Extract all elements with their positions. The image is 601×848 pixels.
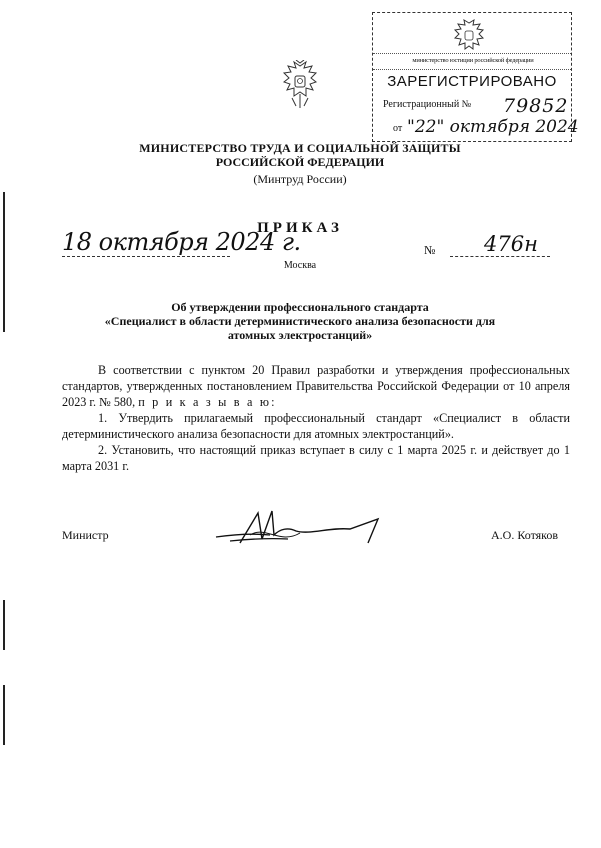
stamp-number-label: Регистрационный № (383, 99, 472, 110)
signatory-position: Министр (62, 528, 109, 542)
stamp-divider (373, 69, 571, 70)
item-1: 1. Утвердить прилагаемый профессиональный стандарт «Специалист в области детерминистического анализа безопасности для атомных электростанций». (62, 411, 570, 441)
coat-of-arms-emblem (278, 60, 322, 115)
number-sign: № (424, 243, 436, 257)
scan-edge-mark (3, 192, 5, 332)
stamp-emblem (450, 18, 488, 61)
order-subject (60, 300, 540, 342)
stamp-date-value: "22" октября 2024 (407, 117, 579, 137)
number-underline (450, 256, 550, 257)
ministry-name-line1: МИНИСТЕРСТВО ТРУДА И СОЦИАЛЬНОЙ ЗАЩИТЫ (139, 141, 461, 155)
signatory-name: А.О. Котяков (491, 528, 559, 542)
order-body (62, 362, 570, 474)
preamble-paragraph (62, 362, 570, 410)
order-city: Москва (283, 260, 317, 271)
stamp-number-value: 79852 (503, 95, 569, 117)
subject-line: «Специалист в области детерминистического анализа безопасности для (104, 314, 496, 328)
ministry-name-line2: РОССИЙСКОЙ ФЕДЕРАЦИИ (215, 155, 385, 169)
date-underline (62, 256, 230, 257)
stamp-title: ЗАРЕГИСТРИРОВАНО (387, 73, 557, 90)
subject-line: Об утверждении профессионального стандарта (171, 300, 429, 314)
item-2: 2. Установить, что настоящий приказ вступает в силу с 1 марта 2025 г. и действует до 1 марта 2031 г. (62, 443, 570, 473)
order-date: 18 октября 2024 г. (62, 228, 301, 256)
order-number: 476н (484, 232, 538, 256)
stamp-ministry: министерство юстиции российской федерации (412, 57, 534, 64)
handwritten-signature (210, 505, 390, 555)
subject-line: атомных электростанций» (227, 328, 373, 342)
preamble-text: В соответствии с пунктом 20 Правил разработки и утверждения профессиональных стандартов, утвержденных постановлением Правительства Российской Федерации от 10 апреля 2023 г. № 580, (62, 363, 570, 409)
scan-edge-mark (3, 685, 5, 745)
ministry-short-name: (Минтруд России) (253, 172, 347, 186)
stamp-date-label: от (393, 123, 403, 134)
directive-word: п р и к а з ы в а ю: (138, 395, 277, 409)
document-type-title: ПРИКАЗ (257, 220, 343, 236)
scan-edge-mark (3, 600, 5, 650)
